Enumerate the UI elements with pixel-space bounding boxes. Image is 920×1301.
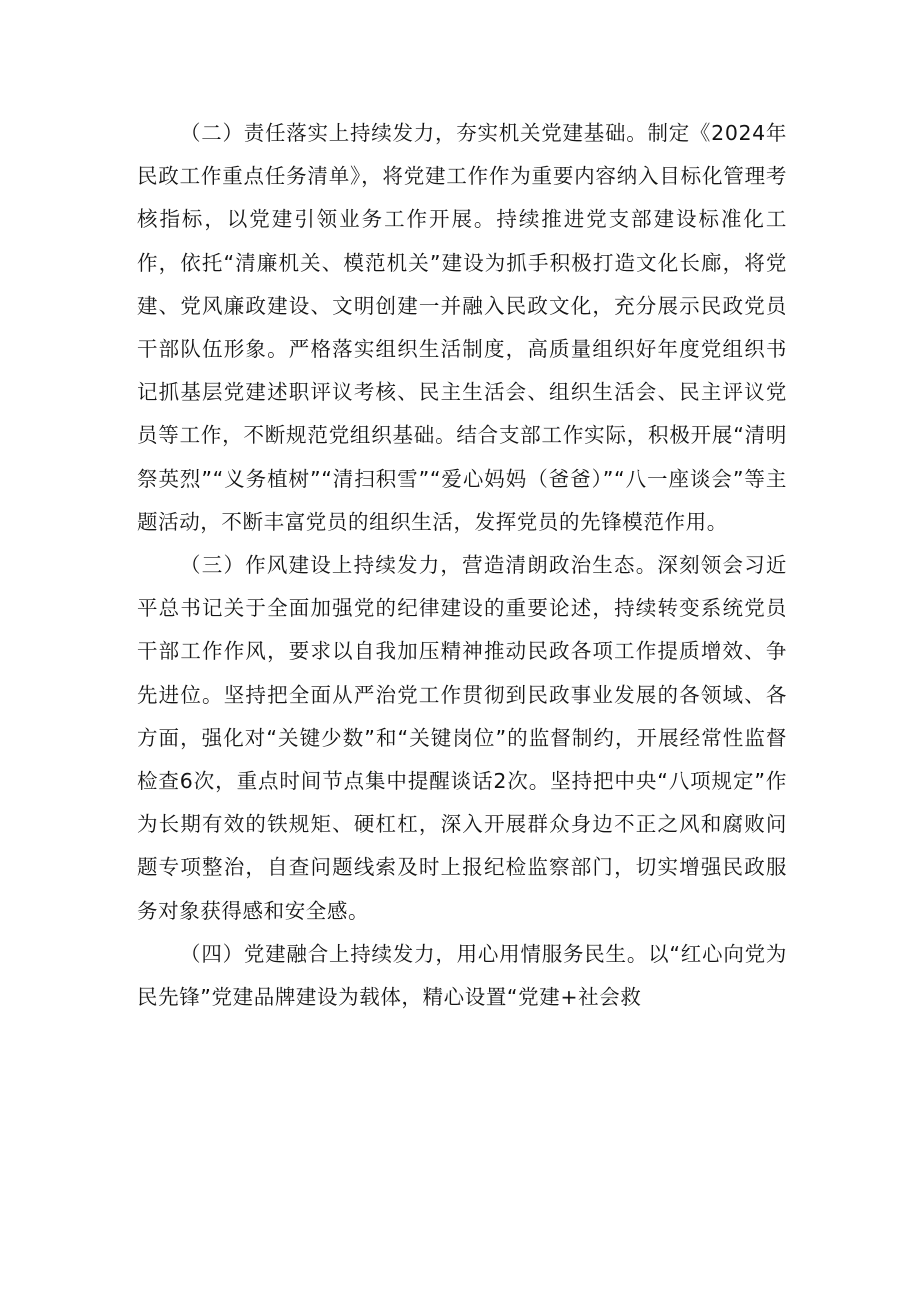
paragraph-work-style: （三）作风建设上持续发力，营造清朗政治生态。深刻领会习近平总书记关于全面加强党的纪律建设的重要论述，持续转变系统党员干部工作作风，要求以自我加压精神推动民政各项工作提质增效、争先进位。坚持把全面从严治党工作贯彻到民政事业发展的各领域、各方面，强化对“关键少数”和“关键岗位”的监督制约，开展经常性监督检查6次，重点时间节点集中提醒谈话2次。坚持把中央“八项规定”作为长期有效的铁规矩、硬杠杠，深入开展群众身边不正之风和腐败问题专项整治，自查问题线索及时上报纪检监察部门，切实增强民政服务对象获得感和安全感。 (137, 553, 787, 923)
paragraph-integration: （四）党建融合上持续发力，用心用情服务民生。以“红心向党为民先锋”党建品牌建设为载体，精心设置“党建+社会救 (137, 941, 787, 1010)
paragraph-responsibility: （二）责任落实上持续发力，夯实机关党建基础。制定《2024年民政工作重点任务清单》，将党建工作作为重要内容纳入目标化管理考核指标，以党建引领业务工作开展。持续推进党支部建设标准化工作，依托“清廉机关、模范机关”建设为抓手积极打造文化长廊，将党建、党风廉政建设、文明创建一并融入民政文化，充分展示民政党员干部队伍形象。严格落实组织生活制度，高质量组织好年度党组织书记抓基层党建述职评议考核、民主生活会、组织生活会、民主评议党员等工作，不断规范党组织基础。结合支部工作实际，积极开展“清明祭英烈”“义务植树”“清扫积雪”“爱心妈妈（爸爸）”“八一座谈会”等主题活动，不断丰富党员的组织生活，发挥党员的先锋模范作用。 (137, 121, 787, 534)
document-body (137, 112, 787, 1019)
